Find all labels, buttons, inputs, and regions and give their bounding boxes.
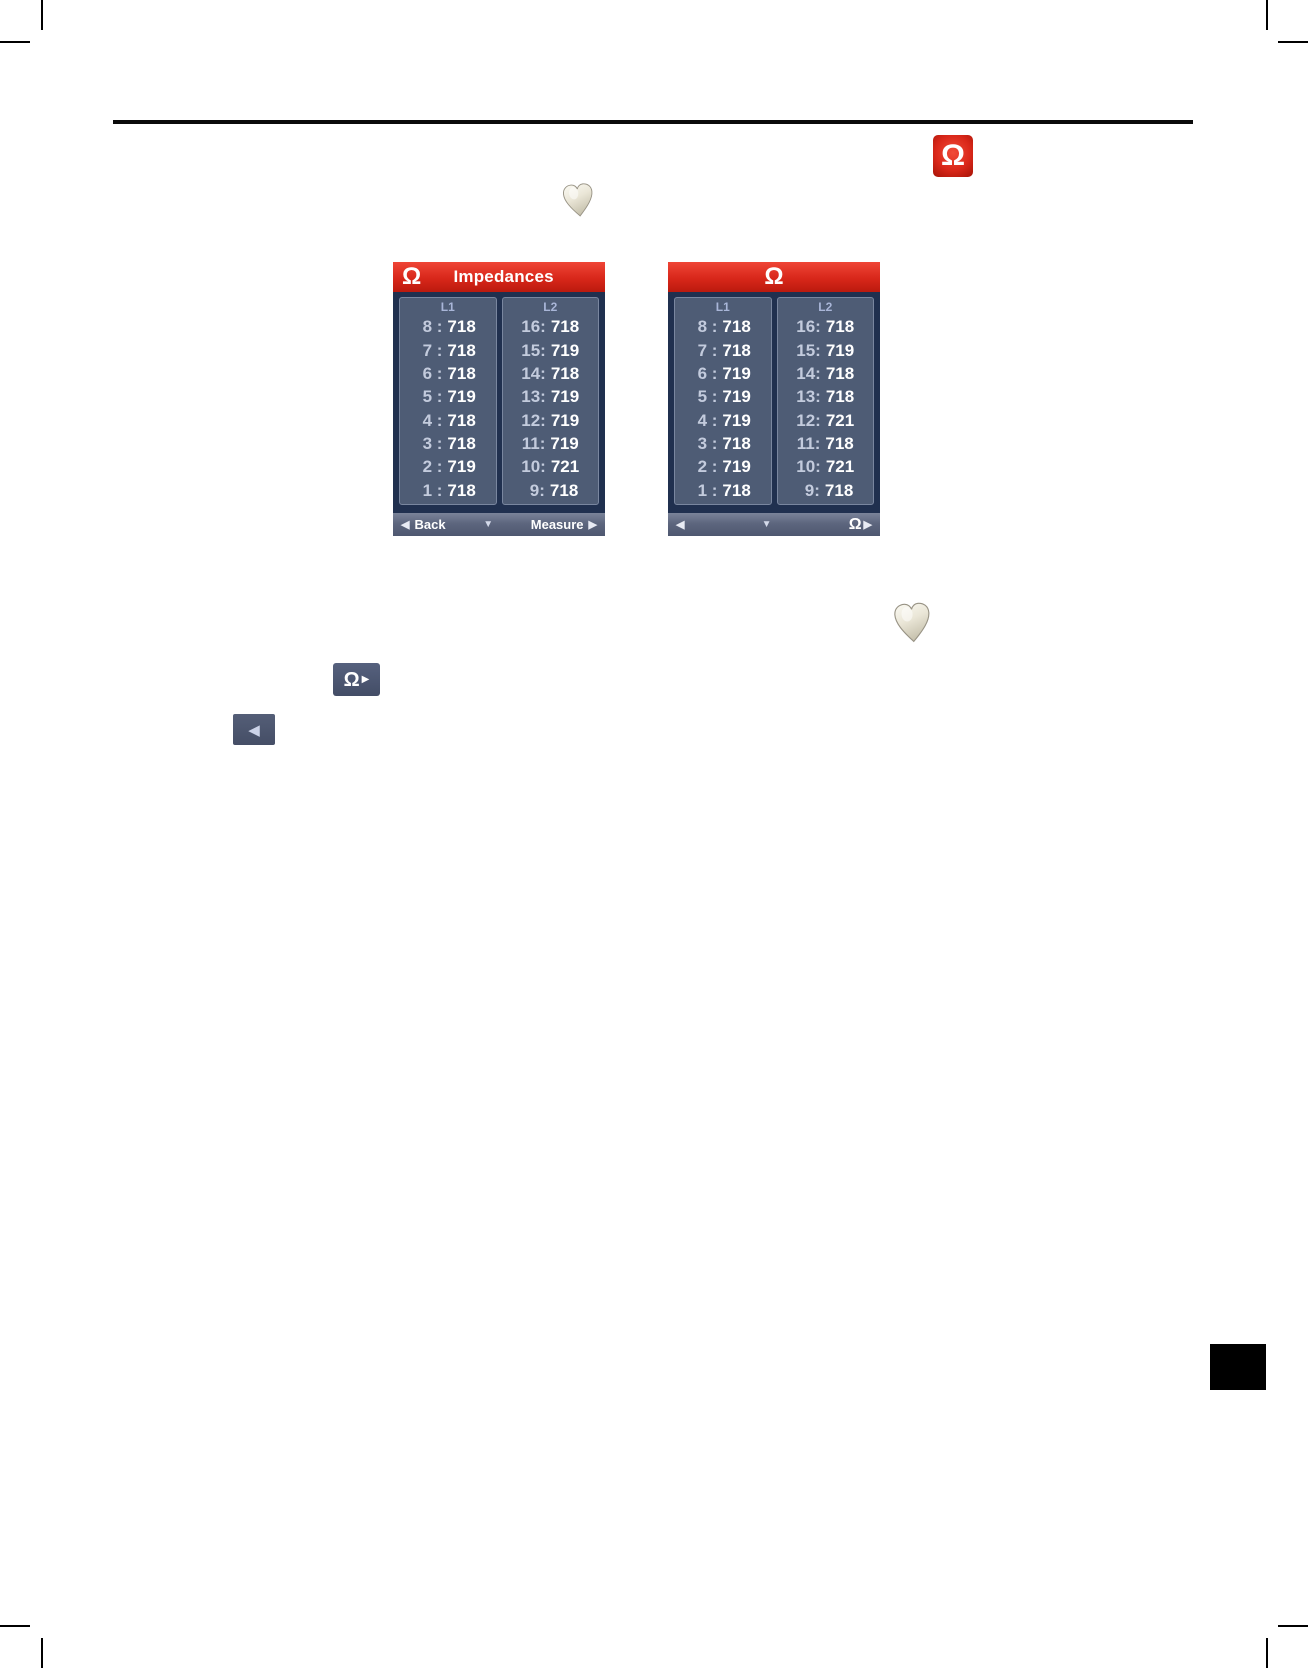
softkey-bar bbox=[668, 513, 880, 536]
table-row: 4 : 718 bbox=[422, 410, 476, 430]
impedances-screen-titled bbox=[393, 262, 605, 536]
column-l1 bbox=[674, 297, 772, 505]
left-arrow-icon[interactable]: ◀ bbox=[676, 519, 685, 531]
table-row: 11: 719 bbox=[521, 434, 579, 454]
table-row: 6 : 719 bbox=[697, 363, 751, 383]
omega-softkey[interactable] bbox=[849, 516, 872, 534]
table-row: 10: 721 bbox=[796, 457, 855, 477]
back-label: Back bbox=[414, 517, 446, 532]
screen-header bbox=[393, 262, 605, 292]
table-row: 16: 718 bbox=[521, 317, 580, 337]
left-arrow-icon: ◀ bbox=[401, 519, 410, 531]
down-arrow-icon[interactable]: ▼ bbox=[761, 519, 772, 530]
right-arrow-icon: ▶ bbox=[361, 674, 370, 685]
softkey-bar bbox=[393, 513, 605, 536]
table-row: 8 : 718 bbox=[697, 317, 751, 337]
crop-mark-bottom-right-vertical bbox=[1266, 1638, 1268, 1668]
table-row: 12: 719 bbox=[521, 410, 580, 430]
crop-mark-bottom-left-horizontal bbox=[0, 1625, 30, 1627]
table-row: 14: 718 bbox=[521, 363, 580, 383]
impedances-screen-untitled bbox=[668, 262, 880, 536]
table-row: 5 : 719 bbox=[422, 387, 476, 407]
impedance-table bbox=[393, 294, 605, 509]
table-row: 2 : 719 bbox=[697, 457, 751, 477]
table-row: 2 : 719 bbox=[422, 457, 476, 477]
column-header: L1 bbox=[440, 300, 455, 314]
impedance-table bbox=[668, 294, 880, 509]
omega-badge-icon bbox=[933, 135, 973, 177]
crop-mark-bottom-left-vertical bbox=[41, 1638, 43, 1668]
table-row: 16: 718 bbox=[796, 317, 855, 337]
crop-mark-top-right-vertical bbox=[1266, 0, 1268, 30]
table-row: 12: 721 bbox=[796, 410, 855, 430]
left-arrow-icon: ◀ bbox=[248, 721, 260, 739]
omega-icon: Ω bbox=[848, 515, 862, 533]
measure-label: Measure bbox=[530, 517, 584, 532]
table-row: 7 : 718 bbox=[697, 340, 751, 360]
table-row: 8 : 718 bbox=[422, 317, 476, 337]
screen-title: Impedances bbox=[453, 267, 554, 286]
screen-header bbox=[668, 262, 880, 292]
measure-softkey[interactable] bbox=[531, 517, 597, 532]
table-row: 3 : 718 bbox=[697, 434, 751, 454]
crop-mark-top-right-horizontal bbox=[1278, 41, 1308, 43]
table-row: 4 : 719 bbox=[697, 410, 751, 430]
table-row: 1 : 718 bbox=[697, 480, 751, 500]
table-row: 3 : 718 bbox=[422, 434, 476, 454]
table-row: 14: 718 bbox=[796, 363, 855, 383]
right-arrow-icon: ▶ bbox=[863, 519, 872, 531]
table-row: 15: 719 bbox=[521, 340, 580, 360]
table-row: 9: 718 bbox=[804, 480, 854, 500]
column-l2 bbox=[777, 297, 875, 505]
heart-icon bbox=[561, 177, 597, 225]
table-row: 5 : 719 bbox=[697, 387, 751, 407]
omega-next-button[interactable] bbox=[333, 663, 380, 696]
crop-mark-top-left-horizontal bbox=[0, 41, 30, 43]
omega-icon: Ω bbox=[764, 263, 784, 290]
table-row: 7 : 718 bbox=[422, 340, 476, 360]
back-softkey[interactable] bbox=[401, 517, 446, 532]
table-row: 15: 719 bbox=[796, 340, 855, 360]
heart-icon bbox=[892, 596, 933, 650]
table-row: 6 : 718 bbox=[422, 363, 476, 383]
table-row: 9: 718 bbox=[529, 480, 579, 500]
crop-mark-top-left-vertical bbox=[41, 0, 43, 30]
down-arrow-icon[interactable]: ▼ bbox=[483, 519, 494, 530]
column-header: L2 bbox=[818, 300, 833, 314]
omega-glyph: Ω bbox=[940, 139, 966, 172]
table-row: 10: 721 bbox=[521, 457, 580, 477]
table-row: 1 : 718 bbox=[422, 480, 476, 500]
omega-icon: Ω bbox=[343, 668, 360, 691]
column-l2 bbox=[502, 297, 600, 505]
omega-icon: Ω bbox=[402, 263, 422, 290]
column-l1 bbox=[399, 297, 497, 505]
section-thumb-tab bbox=[1210, 1344, 1266, 1390]
column-header: L1 bbox=[715, 300, 730, 314]
header-rule bbox=[113, 120, 1193, 124]
table-row: 11: 718 bbox=[796, 434, 854, 454]
crop-mark-bottom-right-horizontal bbox=[1278, 1625, 1308, 1627]
table-row: 13: 719 bbox=[521, 387, 580, 407]
back-nav-button[interactable] bbox=[233, 714, 275, 745]
table-row: 13: 718 bbox=[796, 387, 855, 407]
right-arrow-icon: ▶ bbox=[588, 519, 597, 531]
column-header: L2 bbox=[543, 300, 558, 314]
